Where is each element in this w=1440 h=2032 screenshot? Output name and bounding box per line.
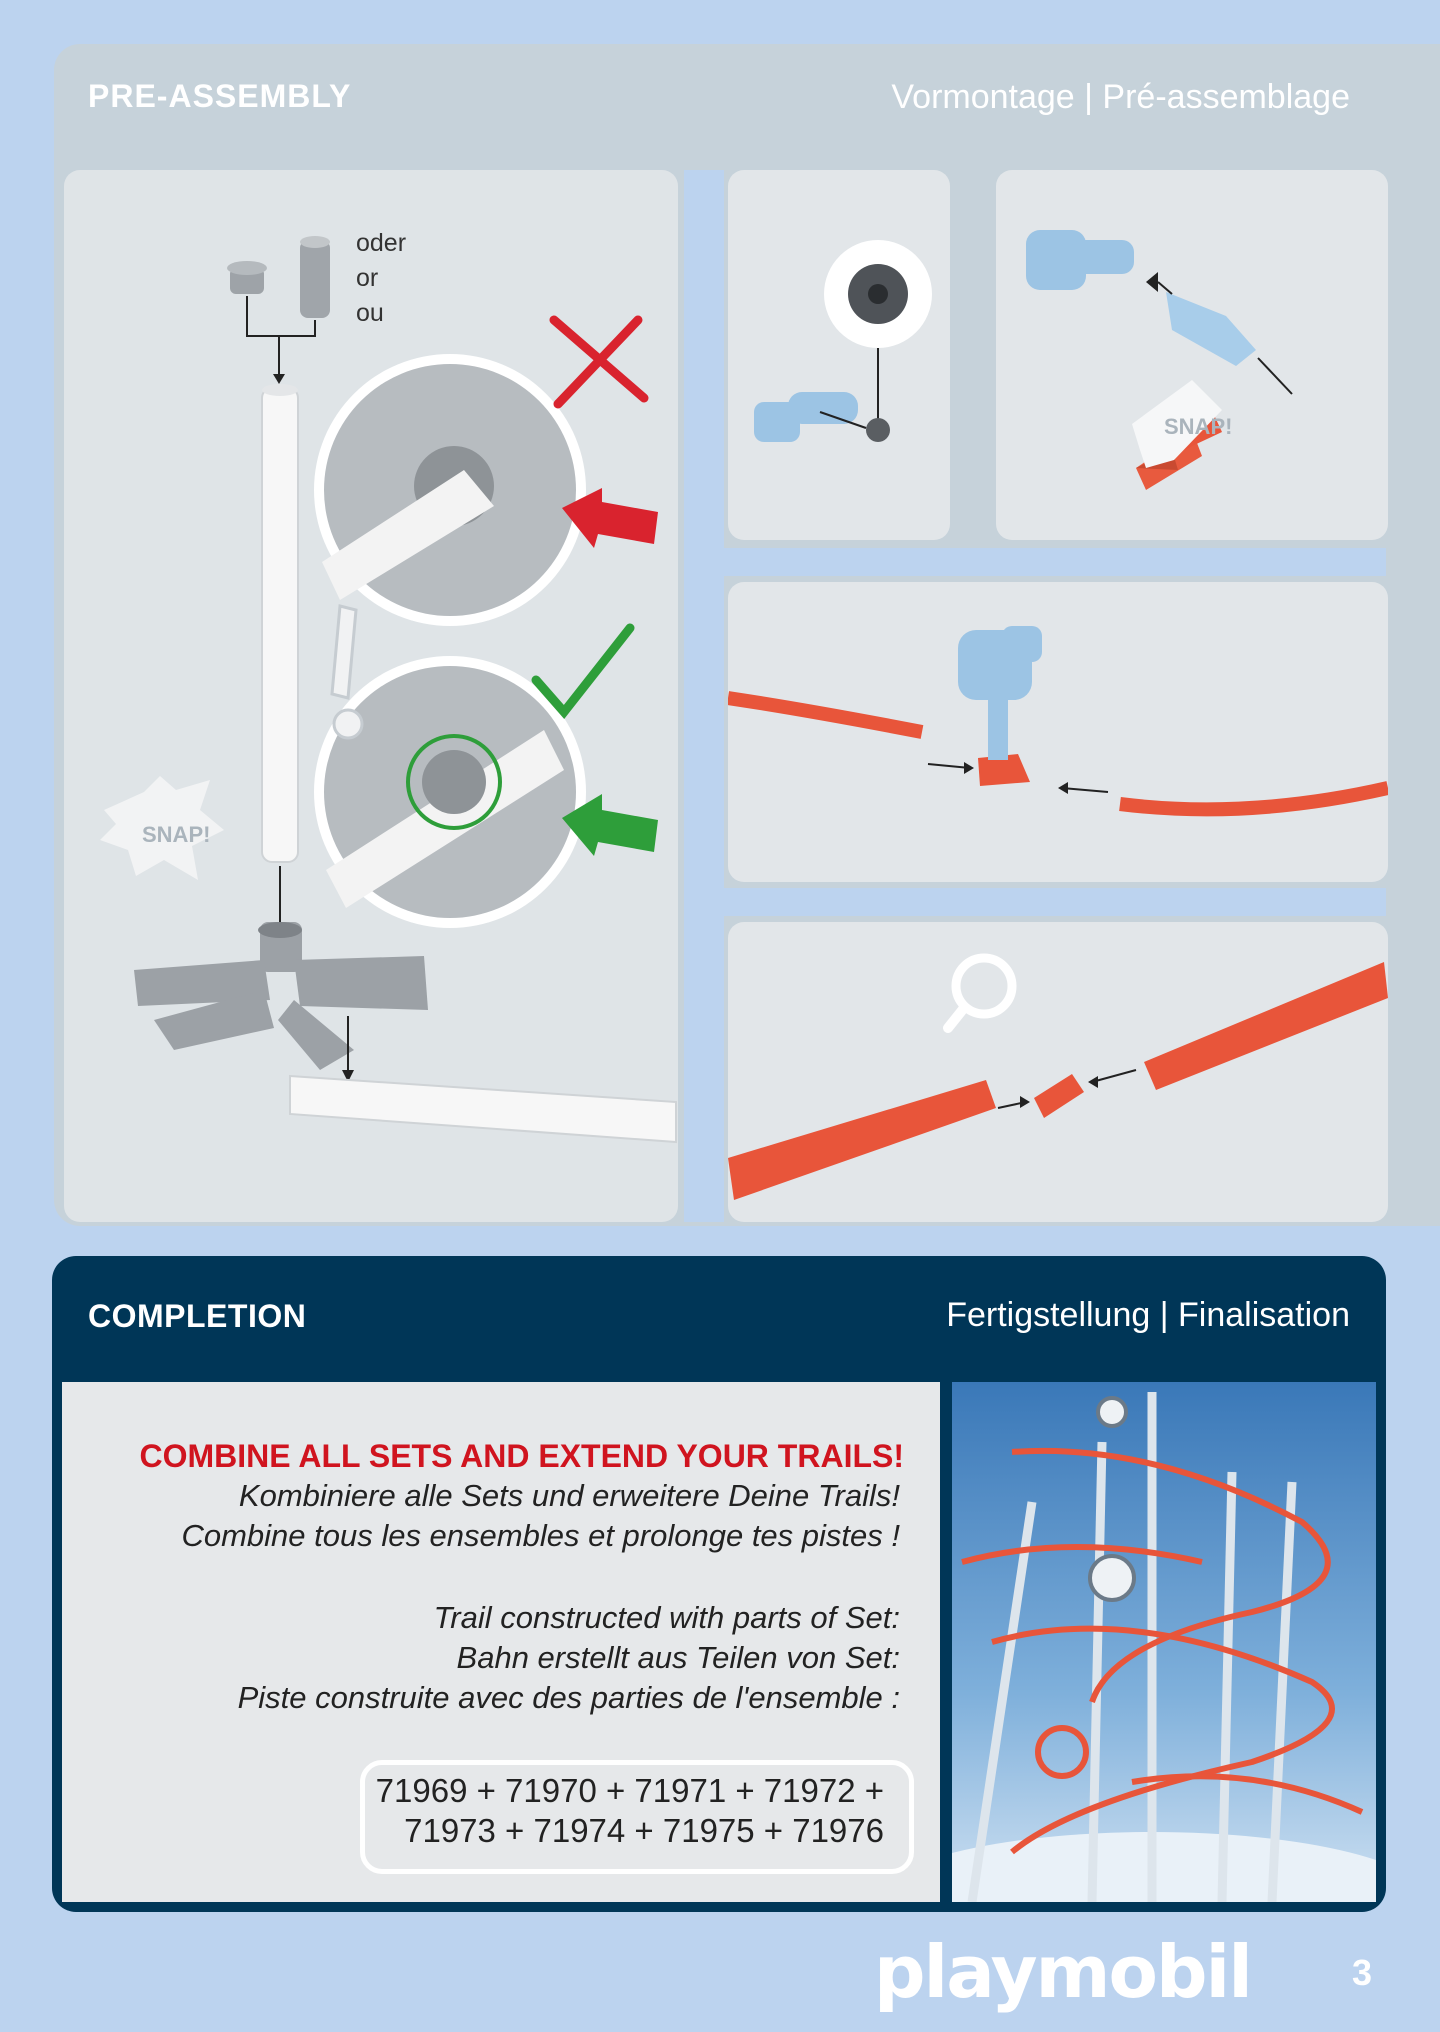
snap-label: SNAP! xyxy=(1164,414,1233,439)
pre-assembly-title: PRE-ASSEMBLY xyxy=(88,78,352,114)
page-number: 3 xyxy=(1352,1952,1373,1993)
track-join-panel xyxy=(728,582,1388,882)
orange-track-right xyxy=(1144,962,1388,1090)
horizontal-tube xyxy=(290,1076,676,1142)
pole-assembly-panel xyxy=(64,170,678,1222)
blue-clamp-part xyxy=(1026,230,1134,290)
hub-connector xyxy=(134,922,428,1070)
combined-trail-photo xyxy=(952,1382,1376,1902)
orange-track-left xyxy=(728,698,922,732)
panel-gap xyxy=(684,170,724,1222)
alt-word-de: oder xyxy=(356,229,407,257)
disc-clamp-panel xyxy=(728,170,950,540)
blue-connector-part xyxy=(1166,292,1256,366)
pre-assembly-subtitle: Vormontage | Pré-assemblage xyxy=(891,78,1350,116)
set-numbers-line-1: 71969 + 71970 + 71971 + 71972 + xyxy=(375,1772,884,1809)
orange-track-left xyxy=(728,1080,996,1200)
alt-word-fr: ou xyxy=(356,299,384,327)
completion-headline: COMBINE ALL SETS AND EXTEND YOUR TRAILS! xyxy=(139,1438,904,1474)
playmobil-logo: playmobil xyxy=(874,1930,1251,2014)
snap-label: SNAP! xyxy=(142,822,211,847)
orange-track-right xyxy=(1120,788,1388,809)
track-coupling-panel xyxy=(728,922,1388,1222)
alt-word-en: or xyxy=(356,264,379,292)
completion-subtitle: Fertigstellung | Finalisation xyxy=(946,1296,1350,1334)
trail-caption-de: Bahn erstellt aus Teilen von Set: xyxy=(456,1640,900,1675)
white-pole xyxy=(262,388,298,862)
trail-caption-fr: Piste construite avec des parties de l'ensemble : xyxy=(237,1680,900,1715)
panel-gap xyxy=(724,888,1386,916)
panel-gap xyxy=(724,548,1386,576)
cross-icon xyxy=(554,320,644,404)
blue-clamp-part xyxy=(754,392,858,442)
completion-line-fr: Combine tous les ensembles et prolonge tes pistes ! xyxy=(181,1518,900,1553)
set-numbers-line-2: 71973 + 71974 + 71975 + 71976 xyxy=(404,1812,884,1849)
trail-caption-en: Trail constructed with parts of Set: xyxy=(433,1600,900,1635)
check-icon xyxy=(536,628,630,712)
exclamation-icon xyxy=(332,606,356,698)
clamp-snap-panel xyxy=(996,170,1388,540)
connector-part xyxy=(300,240,330,318)
completion-title: COMPLETION xyxy=(88,1298,307,1334)
alternative-labels xyxy=(356,226,406,331)
completion-line-de: Kombiniere alle Sets und erweitere Deine Trails! xyxy=(238,1478,900,1513)
track-coupler-piece xyxy=(1034,1074,1084,1118)
